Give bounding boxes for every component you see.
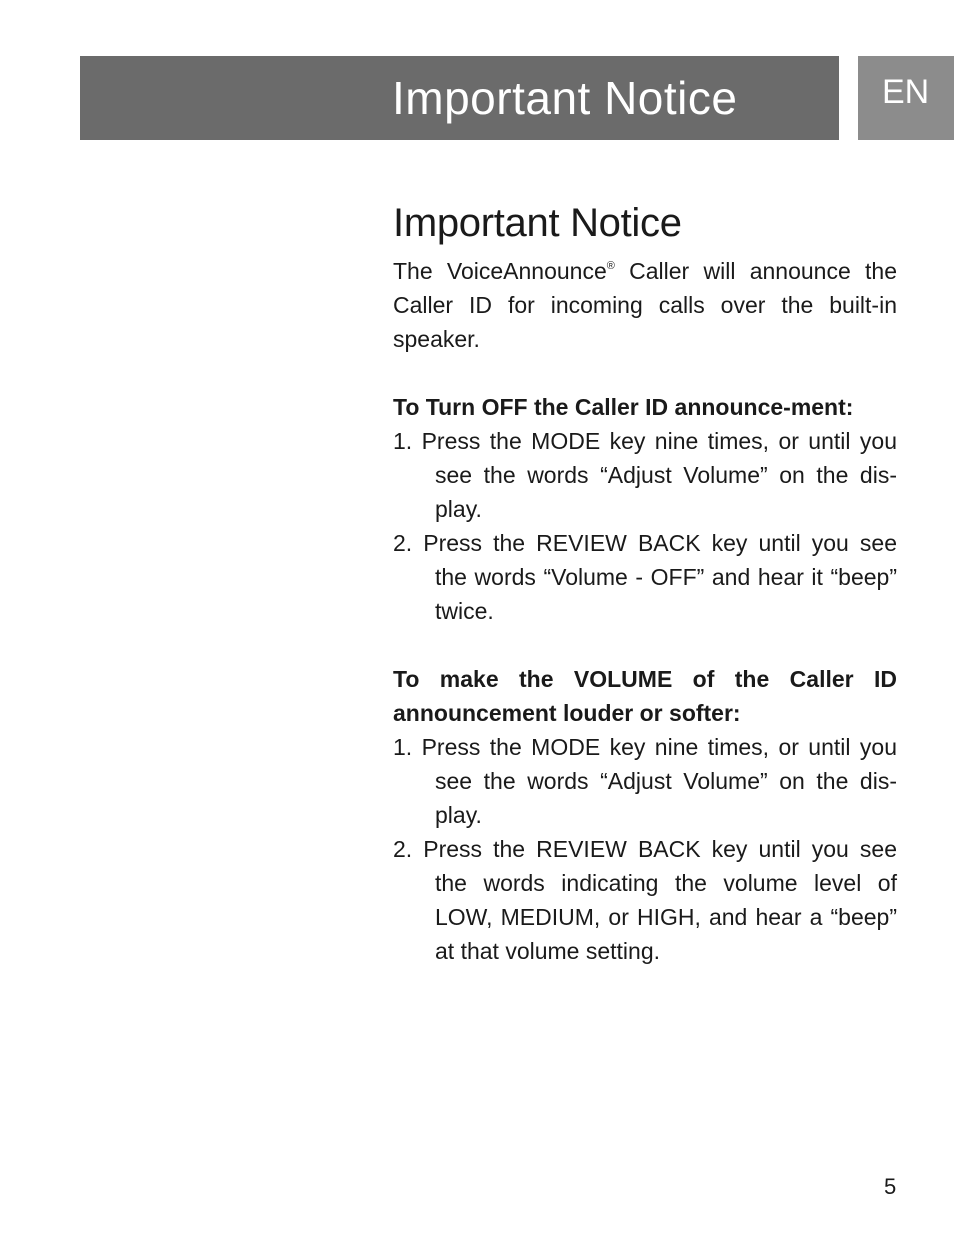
main-content xyxy=(393,198,897,968)
turn-off-steps xyxy=(393,424,897,628)
list-item: 1. Press the MODE key nine times, or until you see the words “Adjust Volume” on the dis-play. xyxy=(393,734,897,828)
section-title: Important Notice xyxy=(393,201,682,245)
volume-steps xyxy=(393,730,897,968)
language-label: EN xyxy=(882,73,930,111)
registered-mark: ® xyxy=(606,260,615,272)
intro-text-start: The VoiceAnnounce xyxy=(393,258,607,284)
intro-paragraph xyxy=(393,254,897,356)
turn-off-heading: To Turn OFF the Caller ID announce-ment: xyxy=(393,394,854,420)
page-title: Important Notice xyxy=(392,72,738,124)
list-item: 1. Press the MODE key nine times, or until you see the words “Adjust Volume” on the dis-play. xyxy=(393,428,897,522)
header-bar xyxy=(80,56,839,140)
language-tab xyxy=(858,56,954,140)
intro-text-end: Caller will announce the Caller ID for incoming calls over the built-in speaker. xyxy=(393,258,897,352)
list-item: 2. Press the REVIEW BACK key until you see the words “Volume - OFF” and hear it “beep” twice. xyxy=(393,530,897,624)
list-item: 2. Press the REVIEW BACK key until you see the words indicating the volume level of LOW, MEDIUM, or HIGH, and hear a “beep” at that volume setting. xyxy=(393,836,897,964)
volume-heading: To make the VOLUME of the Caller ID announcement louder or softer: xyxy=(393,666,897,726)
page-number: 5 xyxy=(884,1174,897,1199)
